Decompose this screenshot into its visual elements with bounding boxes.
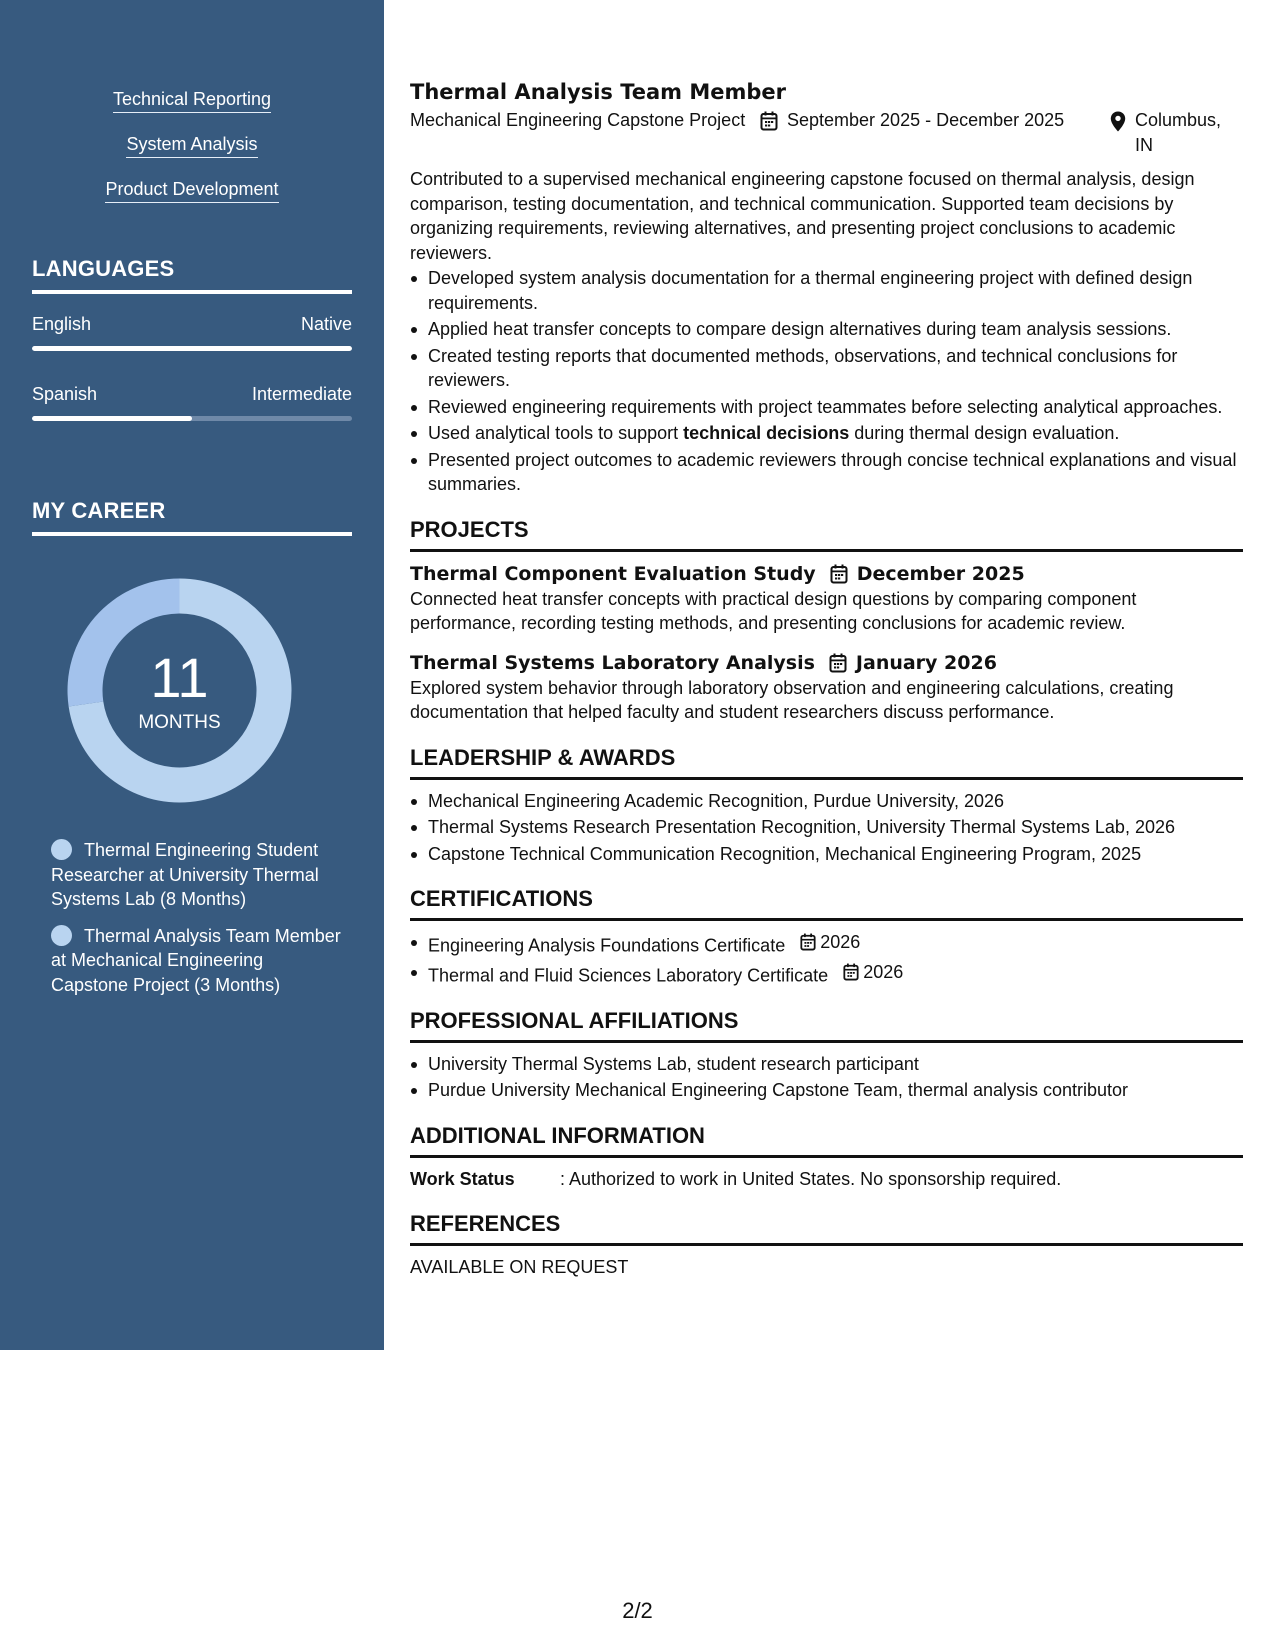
certification-date: 2026 bbox=[820, 932, 861, 952]
main-content bbox=[410, 78, 1243, 1280]
affiliations-heading: PROFESSIONAL AFFILIATIONS bbox=[410, 1007, 739, 1033]
work-status-value: : Authorized to work in United States. No sponsorship required. bbox=[560, 1168, 1062, 1189]
work-status-row bbox=[410, 1167, 1243, 1192]
career-months-label: MONTHS bbox=[138, 712, 221, 733]
list-item: Thermal Systems Research Presentation Recognition, University Thermal Systems Lab, 2026 bbox=[410, 815, 1243, 840]
language-bar bbox=[32, 346, 352, 351]
certification-date: 2026 bbox=[863, 961, 904, 982]
calendar-icon bbox=[829, 653, 847, 673]
projects-heading: PROJECTS bbox=[410, 516, 529, 542]
affiliations-list bbox=[410, 1052, 1243, 1103]
page-number: 2/2 bbox=[622, 1598, 653, 1623]
additional-info-heading: ADDITIONAL INFORMATION bbox=[410, 1122, 705, 1148]
language-name: English bbox=[32, 314, 92, 334]
sidebar bbox=[0, 0, 384, 1350]
project-description: Explored system behavior through laboratory observation and engineering calculations, creating documentation that helped faculty and student researchers discuss performance. bbox=[410, 677, 1174, 722]
list-item: Mechanical Engineering Academic Recognition, Purdue University, 2026 bbox=[410, 789, 1243, 814]
section-divider bbox=[410, 549, 1243, 552]
list-item: Presented project outcomes to academic reviewers through concise technical explanations and visual summaries. bbox=[410, 448, 1243, 497]
job-title: Thermal Analysis Team Member bbox=[410, 80, 787, 104]
skill-link[interactable]: Product Development bbox=[0, 178, 384, 223]
list-item: Used analytical tools to support technical decisions during thermal design evaluation. bbox=[410, 421, 1243, 446]
references-text: AVAILABLE ON REQUEST bbox=[410, 1257, 629, 1277]
list-item: Capstone Technical Communication Recognition, Mechanical Engineering Program, 2025 bbox=[410, 842, 1243, 867]
list-item: Reviewed engineering requirements with project teammates before selecting analytical approaches. bbox=[410, 395, 1243, 420]
language-level: Native bbox=[300, 314, 352, 334]
career-heading-rule bbox=[32, 532, 352, 536]
job-bullets bbox=[410, 266, 1243, 497]
job-organization: Mechanical Engineering Capstone Project bbox=[410, 110, 746, 130]
list-item: Created testing reports that documented methods, observations, and technical conclusions for reviewers. bbox=[410, 344, 1243, 393]
job-location: Columbus, IN bbox=[1110, 108, 1243, 157]
legend-dot-icon bbox=[51, 839, 72, 860]
list-item: Thermal and Fluid Sciences Laboratory Certificate 2026 bbox=[410, 960, 1243, 988]
languages-heading: LANGUAGES bbox=[32, 256, 352, 294]
project-description: Connected heat transfer concepts with practical design questions by comparing component performance, recording testing methods, and presenting conclusions for academic review. bbox=[410, 588, 1137, 633]
language-row bbox=[32, 314, 352, 351]
project-date: January 2026 bbox=[855, 651, 997, 674]
career-item: Thermal Engineering Student Researcher at University Thermal Systems Lab (8 Months) bbox=[51, 840, 319, 909]
job-summary: Contributed to a supervised mechanical engineering capstone focused on thermal analysis, design comparison, testing documentation, and technical communication. Supported team decisions by organizing requirements, reviewing alternatives, and presenting project conclusions to academic reviewers. bbox=[410, 169, 1195, 263]
career-total-months: 11 bbox=[150, 646, 209, 709]
project-title: Thermal Systems Laboratory Analysis January 2026 bbox=[410, 651, 997, 674]
legend-dot-icon bbox=[51, 925, 72, 946]
list-item: Developed system analysis documentation for a thermal engineering project with defined design requirements. bbox=[410, 266, 1243, 315]
languages-heading-rule bbox=[32, 290, 352, 294]
list-item: Applied heat transfer concepts to compare design alternatives during team analysis sessions. bbox=[410, 317, 1243, 342]
project-date: December 2025 bbox=[856, 562, 1025, 585]
project-title: Thermal Component Evaluation Study December 2025 bbox=[410, 562, 1025, 585]
map-pin-icon bbox=[1110, 111, 1126, 132]
language-name: Spanish bbox=[32, 384, 98, 404]
list-item: University Thermal Systems Lab, student research participant bbox=[410, 1052, 1243, 1077]
language-row bbox=[32, 384, 352, 421]
calendar-icon bbox=[843, 963, 859, 981]
calendar-icon bbox=[830, 564, 848, 584]
references-heading: REFERENCES bbox=[410, 1211, 561, 1236]
skills-list bbox=[0, 88, 384, 223]
skill-link[interactable]: Technical Reporting bbox=[0, 88, 384, 133]
career-list bbox=[51, 838, 341, 1009]
section-divider bbox=[410, 1155, 1243, 1158]
skill-link[interactable]: System Analysis bbox=[0, 133, 384, 178]
calendar-icon bbox=[800, 933, 816, 951]
language-bar bbox=[32, 416, 352, 421]
section-divider bbox=[410, 777, 1243, 780]
certifications-list bbox=[410, 930, 1243, 988]
leadership-heading: LEADERSHIP & AWARDS bbox=[410, 744, 676, 770]
career-heading: MY CAREER bbox=[32, 498, 352, 536]
list-item: Purdue University Mechanical Engineering Capstone Team, thermal analysis contributor bbox=[410, 1078, 1243, 1103]
job-dates: September 2025 - December 2025 bbox=[760, 108, 1110, 157]
section-divider bbox=[410, 1040, 1243, 1043]
calendar-icon bbox=[760, 111, 778, 131]
leadership-list bbox=[410, 789, 1243, 867]
section-divider bbox=[410, 1243, 1243, 1246]
career-item: Thermal Analysis Team Member at Mechanical Engineering Capstone Project (3 Months) bbox=[51, 925, 341, 995]
language-level: Intermediate bbox=[251, 384, 352, 404]
job-meta bbox=[410, 108, 1243, 157]
list-item: Engineering Analysis Foundations Certificate 2026 bbox=[410, 930, 1243, 958]
certifications-heading: CERTIFICATIONS bbox=[410, 886, 593, 911]
work-status-label: Work Status bbox=[410, 1168, 515, 1189]
section-divider bbox=[410, 918, 1243, 921]
